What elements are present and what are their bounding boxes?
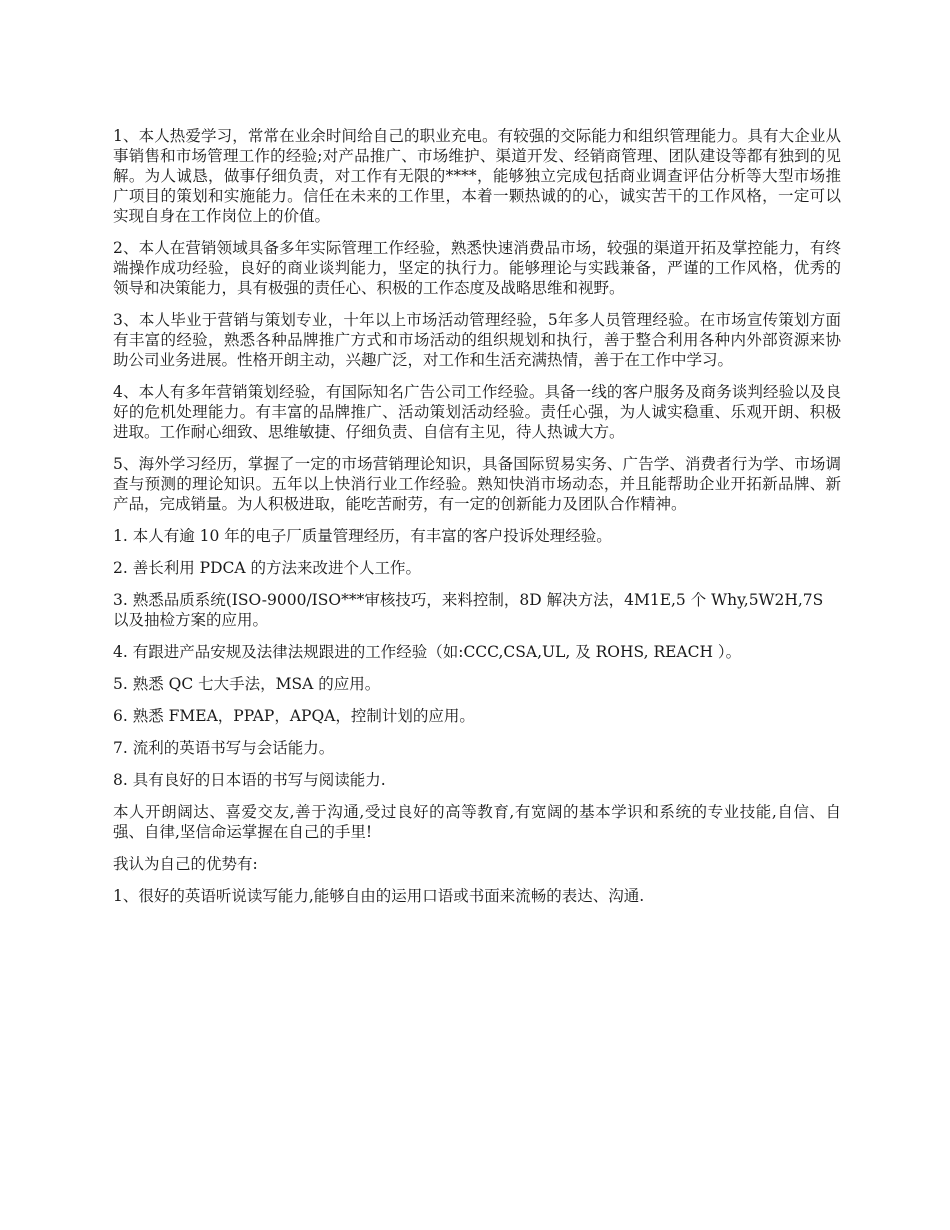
paragraph-personality: 本人开朗阔达、喜爱交友,善于沟通,受过良好的高等教育,有宽阔的基本学识和系统的专业技能,自信、自强、自律,坚信命运掌握在自己的手里! bbox=[113, 803, 841, 841]
list-item-strength-1: 1、很好的英语听说读写能力,能够自由的运用口语或书面来流畅的表达、沟通. bbox=[113, 887, 645, 905]
list-item-quality-2: 2. 善长利用 PDCA 的方法来改进个人工作。 bbox=[113, 559, 421, 577]
paragraph-self-intro-5: 5、海外学习经历，掌握了一定的市场营销理论知识，具备国际贸易实务、广告学、消费者行为学、市场调查与预测的理论知识。五年以上快消行业工作经验。熟知快消市场动态，并且能帮助企业开拓新品牌、新产品，完成销量。为人积极进取，能吃苦耐劳，有一定的创新能力及团队合作精神。 bbox=[113, 455, 841, 513]
paragraph-strengths-heading: 我认为自己的优势有: bbox=[113, 855, 258, 873]
list-item-quality-7: 7. 流利的英语书写与会话能力。 bbox=[113, 739, 335, 757]
paragraph-self-intro-2: 2、本人在营销领域具备多年实际管理工作经验，熟悉快速消费品市场，较强的渠道开拓及掌控能力，有终端操作成功经验，良好的商业谈判能力，坚定的执行力。能够理论与实践兼备，严谨的工作风格，优秀的领导和决策能力，具有极强的责任心、积极的工作态度及战略思维和视野。 bbox=[113, 239, 841, 297]
paragraph-self-intro-3: 3、本人毕业于营销与策划专业，十年以上市场活动管理经验，5年多人员管理经验。在市场宣传策划方面有丰富的经验，熟悉各种品牌推广方式和市场活动的组织规划和执行，善于整合利用各种内外部资源来协助公司业务进展。性格开朗主动，兴趣广泛，对工作和生活充满热情，善于在工作中学习。 bbox=[113, 311, 841, 369]
paragraph-self-intro-4: 4、本人有多年营销策划经验，有国际知名广告公司工作经验。具备一线的客户服务及商务谈判经验以及良好的危机处理能力。有丰富的品牌推广、活动策划活动经验。责任心强，为人诚实稳重、乐观开朗、积极进取。工作耐心细致、思维敏捷、仔细负责、自信有主见，待人热诚大方。 bbox=[113, 383, 841, 441]
document-body bbox=[113, 126, 841, 918]
paragraph-self-intro-1: 1、本人热爱学习，常常在业余时间给自己的职业充电。有较强的交际能力和组织管理能力。具有大企业从事销售和市场管理工作的经验;对产品推广、市场维护、渠道开发、经销商管理、团队建设等都有独到的见解。为人诚恳，做事仔细负责，对工作有无限的****，能够独立完成包括商业调查评估分析等大型市场推广项目的策划和实施能力。信任在未来的工作里，本着一颗热诚的的心，诚实苦干的工作风格，一定可以实现自身在工作岗位上的价值。 bbox=[113, 127, 841, 225]
list-item-quality-4: 4. 有跟进产品安规及法律法规跟进的工作经验（如:CCC,CSA,UL, 及 ROHS, REACH ）。 bbox=[113, 643, 742, 661]
list-item-quality-3: 3. 熟悉品质系统(ISO-9000/ISO***审核技巧，来料控制，8D 解决方法，4M1E,5 个 Why,5W2H,7S 以及抽检方案的应用。 bbox=[113, 591, 824, 629]
list-item-quality-6: 6. 熟悉 FMEA，PPAP，APQA，控制计划的应用。 bbox=[113, 707, 475, 725]
list-item-quality-8: 8. 具有良好的日本语的书写与阅读能力. bbox=[113, 771, 386, 789]
list-item-quality-1: 1. 本人有逾 10 年的电子厂质量管理经历，有丰富的客户投诉处理经验。 bbox=[113, 527, 612, 545]
list-item-quality-5: 5. 熟悉 QC 七大手法，MSA 的应用。 bbox=[113, 675, 381, 693]
